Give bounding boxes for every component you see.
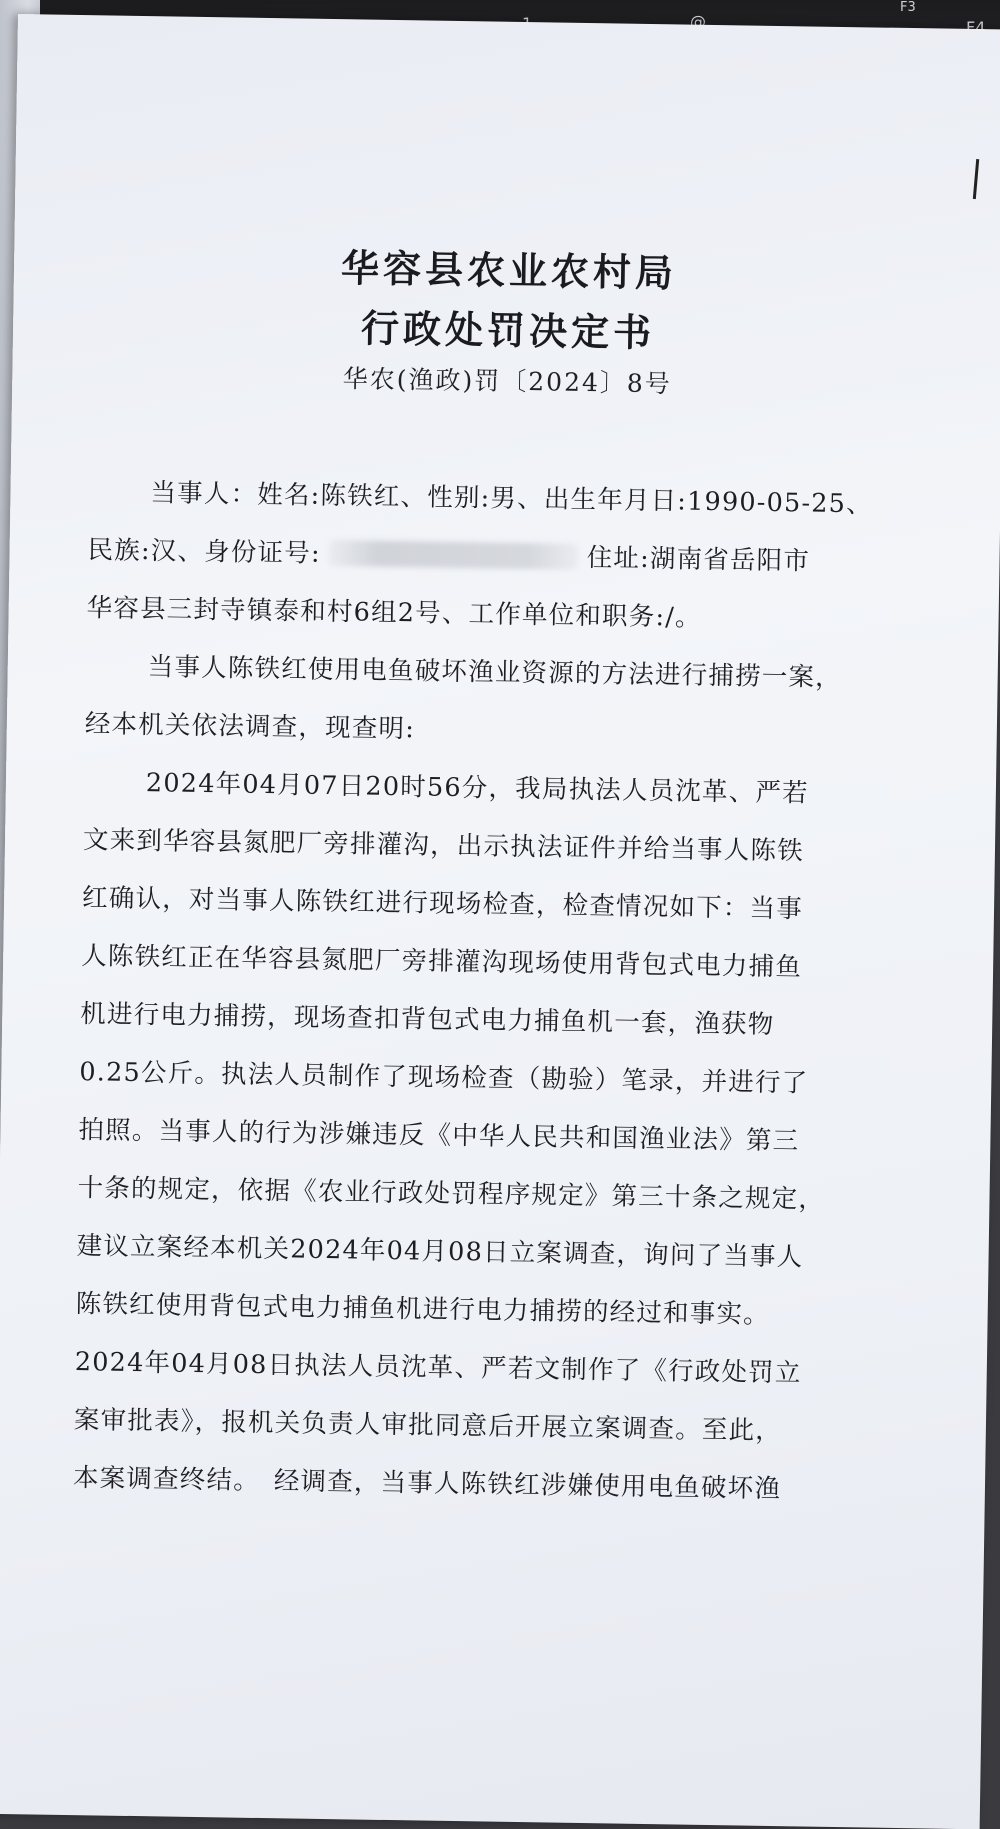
body-line: 十条的规定，依据《农业行政处罚程序规定》第三十条之规定， bbox=[77, 1173, 826, 1215]
body-line: 经本机关依法调查，现查明: bbox=[84, 709, 416, 745]
body-text: 民族:汉、身份证号: bbox=[87, 535, 321, 569]
body-line: 当事人陈铁红使用电鱼破坏渔业资源的方法进行捕捞一案， bbox=[147, 652, 843, 694]
body-line: 案审批表》，报机关负责人审批同意后开展立案调查。至此， bbox=[73, 1405, 783, 1447]
body-line: 拍照。当事人的行为涉嫌违反《中华人民共和国渔业法》第三 bbox=[78, 1115, 800, 1157]
body-line: 当事人：姓名:陈铁红、性别:男、出生年月日:1990-05-25、 bbox=[150, 478, 874, 520]
body-line: 机进行电力捕捞，现场查扣背包式电力捕鱼机一套，渔获物 bbox=[80, 999, 775, 1041]
document-title-type: 行政处罚决定书 bbox=[360, 306, 656, 356]
body-line: 2024年04月07日20时56分，我局执法人员沈革、严若 bbox=[145, 768, 810, 809]
body-line: 人陈铁红正在华容县氮肥厂旁排灌沟现场使用背包式电力捕鱼 bbox=[80, 941, 803, 983]
body-line: 本案调查终结。 经调查，当事人陈铁红涉嫌使用电鱼破坏渔 bbox=[72, 1463, 782, 1505]
document-number: 华农(渔政)罚〔2024〕8号 bbox=[342, 364, 673, 399]
document-title-agency: 华容县农业农村局 bbox=[340, 246, 678, 296]
pen-mark bbox=[973, 159, 979, 199]
body-line: 0.25公斤。执法人员制作了现场检查（勘验）笔录，并进行了 bbox=[79, 1057, 809, 1099]
keyboard-key: F3 bbox=[900, 0, 916, 15]
body-line: 红确认，对当事人陈铁红进行现场检查，检查情况如下：当事 bbox=[81, 883, 804, 925]
keyboard-key: @ bbox=[690, 12, 706, 31]
body-line: 华容县三封寺镇泰和村6组2号、工作单位和职务:/。 bbox=[86, 593, 702, 633]
body-line: 陈铁红使用背包式电力捕鱼机进行电力捕捞的经过和事实。 bbox=[75, 1289, 771, 1330]
body-text: 住址:湖南省岳阳市 bbox=[586, 543, 811, 577]
body-line: 文来到华容县氮肥厂旁排灌沟，出示执法证件并给当事人陈铁 bbox=[82, 825, 805, 867]
keyboard-key: F4 bbox=[966, 18, 986, 37]
document-page bbox=[0, 14, 1000, 1829]
body-line: 2024年04月08日执法人员沈革、严若文制作了《行政处罚立 bbox=[74, 1347, 802, 1389]
document-body bbox=[73, 463, 939, 1520]
body-line: 建议立案经本机关2024年04月08日立案调查，询问了当事人 bbox=[76, 1231, 804, 1273]
redacted-id-number bbox=[329, 540, 579, 570]
